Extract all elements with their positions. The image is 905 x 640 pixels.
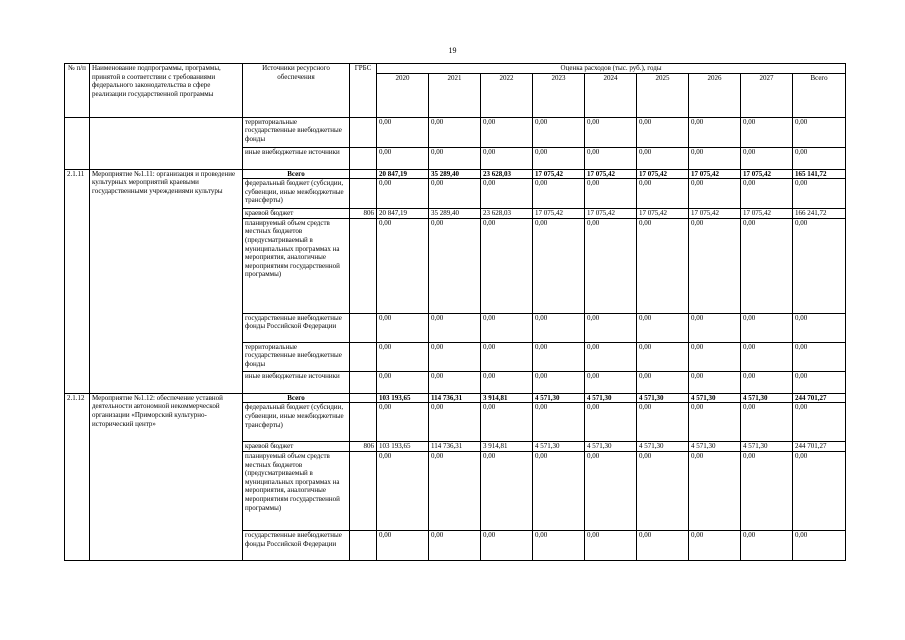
header-year: 2026 (689, 73, 741, 117)
value-cell: 3 914,81 (481, 393, 533, 403)
value-cell: 4 571,30 (585, 393, 637, 403)
value-cell: 114 736,31 (429, 393, 481, 403)
value-cell: 0,00 (377, 371, 429, 393)
grbs-cell (350, 451, 377, 530)
value-cell: 0,00 (377, 147, 429, 169)
value-cell: 4 571,30 (533, 442, 585, 452)
header-name: Наименование подпрограммы, программы, принятой в соответствии с требованиями федерального законодательства в сфере реализации государственной программы (90, 64, 243, 118)
value-cell: 4 571,30 (637, 393, 689, 403)
value-cell: 0,00 (533, 530, 585, 560)
value-cell: 17 075,42 (637, 169, 689, 179)
header-num: № п/п (65, 64, 90, 118)
total-value-cell: 0,00 (793, 451, 846, 530)
value-cell: 114 736,31 (429, 442, 481, 452)
value-cell: 0,00 (637, 530, 689, 560)
header-source: Источники ресурсного обеспечения (243, 64, 350, 118)
grbs-cell (350, 371, 377, 393)
value-cell: 0,00 (637, 218, 689, 313)
value-cell: 0,00 (533, 451, 585, 530)
value-cell: 4 571,30 (741, 442, 793, 452)
value-cell: 4 571,30 (585, 442, 637, 452)
source-cell: территориальные государственные внебюджетные фонды (243, 117, 350, 147)
value-cell: 3 914,81 (481, 442, 533, 452)
value-cell: 0,00 (689, 403, 741, 442)
total-value-cell: 0,00 (793, 371, 846, 393)
value-cell: 35 289,40 (429, 209, 481, 219)
value-cell: 0,00 (533, 117, 585, 147)
source-total-cell: Всего (243, 393, 350, 403)
total-value-cell: 0,00 (793, 179, 846, 209)
value-cell: 0,00 (637, 371, 689, 393)
table-row (65, 117, 846, 147)
value-cell: 0,00 (689, 313, 741, 342)
header-year: 2021 (429, 73, 481, 117)
grbs-cell (350, 530, 377, 560)
header-year: 2022 (481, 73, 533, 117)
total-value-cell: 0,00 (793, 530, 846, 560)
value-cell: 0,00 (377, 530, 429, 560)
value-cell: 0,00 (689, 218, 741, 313)
grbs-cell (350, 147, 377, 169)
page-number: 19 (448, 46, 457, 55)
total-value-cell: 244 701,27 (793, 393, 846, 403)
header-year: 2025 (637, 73, 689, 117)
value-cell: 0,00 (429, 530, 481, 560)
measure-code: 2.1.12 (65, 393, 90, 560)
value-cell: 0,00 (585, 371, 637, 393)
grbs-cell (350, 169, 377, 179)
total-value-cell: 0,00 (793, 147, 846, 169)
grbs-cell (350, 117, 377, 147)
total-value-cell: 0,00 (793, 342, 846, 371)
header-total: Всего (793, 73, 846, 117)
value-cell: 0,00 (741, 147, 793, 169)
value-cell: 0,00 (481, 530, 533, 560)
grbs-cell (350, 393, 377, 403)
grbs-cell (350, 403, 377, 442)
source-cell: территориальные государственные внебюджетные фонды (243, 342, 350, 371)
value-cell: 0,00 (429, 451, 481, 530)
value-cell: 17 075,42 (741, 209, 793, 219)
value-cell: 0,00 (637, 313, 689, 342)
value-cell: 0,00 (689, 179, 741, 209)
value-cell: 0,00 (637, 403, 689, 442)
value-cell: 0,00 (741, 117, 793, 147)
value-cell: 0,00 (481, 117, 533, 147)
value-cell: 0,00 (481, 147, 533, 169)
value-cell: 0,00 (689, 117, 741, 147)
value-cell: 17 075,42 (533, 209, 585, 219)
value-cell: 23 628,03 (481, 169, 533, 179)
value-cell: 0,00 (377, 342, 429, 371)
header-year: 2020 (377, 73, 429, 117)
value-cell: 0,00 (481, 313, 533, 342)
value-cell: 17 075,42 (689, 209, 741, 219)
source-cell: планируемый объем средств местных бюджетов (предусматриваемый в муниципальных программах на мероприятия, аналогичные мероприятиям государственной программы) (243, 451, 350, 530)
total-value-cell: 0,00 (793, 403, 846, 442)
value-cell: 0,00 (585, 147, 637, 169)
value-cell: 0,00 (585, 117, 637, 147)
value-cell: 0,00 (533, 342, 585, 371)
value-cell: 0,00 (429, 179, 481, 209)
value-cell: 0,00 (689, 147, 741, 169)
value-cell: 20 847,19 (377, 209, 429, 219)
value-cell: 0,00 (377, 218, 429, 313)
measure-code: 2.1.11 (65, 169, 90, 393)
value-cell: 0,00 (585, 403, 637, 442)
empty-num-cell (65, 117, 90, 169)
value-cell: 0,00 (689, 371, 741, 393)
value-cell: 17 075,42 (585, 209, 637, 219)
value-cell: 0,00 (741, 371, 793, 393)
value-cell: 0,00 (481, 342, 533, 371)
total-value-cell: 166 241,72 (793, 209, 846, 219)
value-cell: 0,00 (689, 530, 741, 560)
grbs-cell (350, 218, 377, 313)
measure-name: Мероприятие №1.12: обеспечение уставной деятельности автономной некоммерческой организации «Приморский культурно-исторический центр» (90, 393, 243, 560)
value-cell: 4 571,30 (637, 442, 689, 452)
value-cell: 23 628,03 (481, 209, 533, 219)
value-cell: 0,00 (585, 218, 637, 313)
measure-name: Мероприятие №1.11: организация и проведение культурных мероприятий краевыми государственными учреждениями культуры (90, 169, 243, 393)
value-cell: 0,00 (741, 179, 793, 209)
value-cell: 0,00 (741, 342, 793, 371)
value-cell: 0,00 (637, 117, 689, 147)
value-cell: 17 075,42 (533, 169, 585, 179)
value-cell: 17 075,42 (585, 169, 637, 179)
empty-name-cell (90, 117, 243, 169)
header-estimate: Оценка расходов (тыс. руб.), годы (377, 64, 846, 74)
source-cell: краевой бюджет (243, 209, 350, 219)
value-cell: 0,00 (585, 179, 637, 209)
value-cell: 0,00 (585, 313, 637, 342)
header-year: 2023 (533, 73, 585, 117)
source-cell: государственные внебюджетные фонды Российской Федерации (243, 313, 350, 342)
value-cell: 4 571,30 (741, 393, 793, 403)
grbs-cell: 806 (350, 209, 377, 219)
value-cell: 0,00 (689, 451, 741, 530)
value-cell: 0,00 (377, 403, 429, 442)
value-cell: 0,00 (533, 147, 585, 169)
value-cell: 0,00 (585, 530, 637, 560)
value-cell: 0,00 (533, 403, 585, 442)
value-cell: 17 075,42 (741, 169, 793, 179)
value-cell: 0,00 (481, 451, 533, 530)
table-row (65, 169, 846, 179)
value-cell: 20 847,19 (377, 169, 429, 179)
value-cell: 103 193,65 (377, 393, 429, 403)
grbs-cell (350, 313, 377, 342)
value-cell: 0,00 (429, 147, 481, 169)
value-cell: 0,00 (377, 451, 429, 530)
value-cell: 0,00 (585, 451, 637, 530)
value-cell: 17 075,42 (637, 209, 689, 219)
source-cell: краевой бюджет (243, 442, 350, 452)
source-cell: федеральный бюджет (субсидии, субвенции, иные межбюджетные трансферты) (243, 179, 350, 209)
value-cell: 4 571,30 (689, 442, 741, 452)
value-cell: 0,00 (429, 218, 481, 313)
value-cell: 0,00 (637, 179, 689, 209)
header-year: 2027 (741, 73, 793, 117)
total-value-cell: 165 141,72 (793, 169, 846, 179)
total-value-cell: 0,00 (793, 313, 846, 342)
value-cell: 0,00 (377, 117, 429, 147)
total-value-cell: 244 701,27 (793, 442, 846, 452)
value-cell: 0,00 (533, 371, 585, 393)
value-cell: 0,00 (741, 451, 793, 530)
value-cell: 0,00 (533, 218, 585, 313)
value-cell: 0,00 (637, 451, 689, 530)
value-cell: 0,00 (429, 403, 481, 442)
value-cell: 0,00 (533, 313, 585, 342)
value-cell: 0,00 (533, 179, 585, 209)
value-cell: 0,00 (429, 342, 481, 371)
value-cell: 0,00 (429, 313, 481, 342)
grbs-cell (350, 179, 377, 209)
value-cell: 0,00 (377, 179, 429, 209)
source-total-cell: Всего (243, 169, 350, 179)
grbs-cell (350, 342, 377, 371)
value-cell: 103 193,65 (377, 442, 429, 452)
header-grbs: ГРБС (350, 64, 377, 118)
table-row (65, 393, 846, 403)
value-cell: 0,00 (481, 403, 533, 442)
total-value-cell: 0,00 (793, 117, 846, 147)
value-cell: 4 571,30 (689, 393, 741, 403)
value-cell: 0,00 (637, 342, 689, 371)
value-cell: 17 075,42 (689, 169, 741, 179)
value-cell: 0,00 (481, 179, 533, 209)
value-cell: 35 289,40 (429, 169, 481, 179)
budget-table (64, 63, 846, 561)
value-cell: 0,00 (429, 117, 481, 147)
source-cell: иные внебюджетные источники (243, 371, 350, 393)
value-cell: 0,00 (741, 403, 793, 442)
value-cell: 4 571,30 (533, 393, 585, 403)
value-cell: 0,00 (481, 371, 533, 393)
value-cell: 0,00 (741, 313, 793, 342)
value-cell: 0,00 (585, 342, 637, 371)
header-year: 2024 (585, 73, 637, 117)
grbs-cell: 806 (350, 442, 377, 452)
value-cell: 0,00 (741, 530, 793, 560)
source-cell: планируемый объем средств местных бюджетов (предусматриваемый в муниципальных программах на мероприятия, аналогичные мероприятиям государственной программы) (243, 218, 350, 313)
source-cell: государственные внебюджетные фонды Российской Федерации (243, 530, 350, 560)
value-cell: 0,00 (429, 371, 481, 393)
value-cell: 0,00 (741, 218, 793, 313)
value-cell: 0,00 (481, 218, 533, 313)
source-cell: иные внебюджетные источники (243, 147, 350, 169)
header-row-1 (65, 64, 846, 74)
total-value-cell: 0,00 (793, 218, 846, 313)
value-cell: 0,00 (689, 342, 741, 371)
value-cell: 0,00 (377, 313, 429, 342)
value-cell: 0,00 (637, 147, 689, 169)
source-cell: федеральный бюджет (субсидии, субвенции, иные межбюджетные трансферты) (243, 403, 350, 442)
